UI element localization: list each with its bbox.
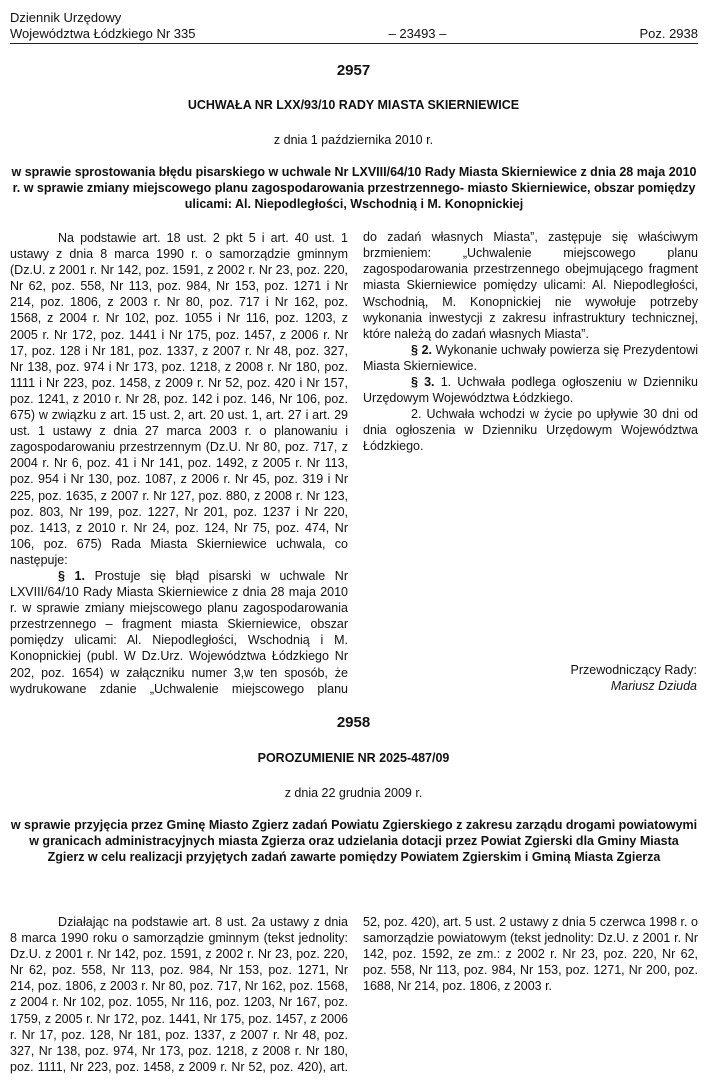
doc1-section-3-p2: 2. Uchwała wchodzi w życie po upływie 30 dni od dnia ogłoszenia w Dzienniku Urzędowym Województwa Łódzkiego. [363,407,698,454]
section-1-text: Prostuje się błąd pisarski w uchwale Nr LXVIII/64/10 Rady Miasta Skierniewice z dnia 28 maja 2010 r. w sprawie zmiany miejscowego planu zagospodarowania przestrzennego – fragment miasta Skierniewice, obszar pomiędzy ulicami: Al. Niepodległości, Wschodnią i M. Konopnickiej (publ. W Dz.Urz. Województwa Łódzkiego Nr 202, poz. 1654) w załączniku numer 3,w ten sposób, że wydrukowane zdanie „Uchwalenie miejscowego planu [10,568,348,696]
doc1-title: UCHWAŁA NR LXX/93/10 RADY MIASTA SKIERNIEWICE [187,98,520,112]
doc1-section-1 [10,568,348,696]
doc2-date: z dnia 22 grudnia 2009 r. [284,786,423,800]
journal-header-row [10,26,698,41]
signer-role: Przewodniczący Rady: [570,663,697,677]
doc2-right-column-flow [363,914,698,994]
doc1-number: 2957 [336,62,371,79]
section-3-text: 1. Uchwała podlega ogłoszeniu w Dzienniku Urzędowym Województwa Łódzkiego. [363,374,698,406]
journal-name: Dziennik Urzędowy [10,10,122,25]
signer-name: Mariusz Dziuda [610,679,697,693]
doc1-subject: w sprawie sprostowania błędu pisarskiego w uchwale Nr LXVIII/64/10 Rady Miasta Skierniewice z dnia 28 maja 2010 r. w sprawie zmiany miejscowego planu zagospodarowania przestrzennego- miasto Skierniewice, obszar pomiędzy ulicami: Al. Niepodległości, Wschodnią i M. Konopnickiej [11,165,697,211]
doc1-right-column-flow [363,230,698,454]
page-number: – 23493 – [388,26,447,41]
header-divider [10,43,698,44]
doc1-section-2 [363,342,698,374]
section-2-text: Wykonanie uchwały powierza się Prezydentowi Miasta Skierniewice. [363,342,698,373]
section-3-label: § 3. [411,374,435,389]
doc2-number: 2958 [336,714,371,731]
section-2-label: § 2. [411,342,432,357]
doc2-body-continued: 52, poz. 420), art. 5 ust. 2 ustawy z dnia 5 czerwca 1998 r. o samorządzie powiatowym (tekst jednolity: Dz.U. z 2001 r. Nr 142, poz. 1592, ze zm.: z 2002 r. Nr 23, poz. 220, Nr 62, poz. 558, Nr 113, poz. 984, Nr 153, poz. 1271, Nr 200, poz. 1688, Nr 214, poz. 1806, z 2003 r. [363,914,698,994]
position-number: Poz. 2938 [639,26,698,41]
section-1-label: § 1. [58,568,85,583]
doc2-body: Działając na podstawie art. 8 ust. 2a ustawy z dnia 8 marca 1990 roku o samorządzie gminnym (tekst jednolity: Dz.U. z 2001 r. Nr 142, poz. 1591, z 2002 r. Nr 23, poz. 220, Nr 62, poz. 558, Nr 113, poz. 984, Nr 153, poz. 1271, Nr 214, poz. 1806, z 2003 r. Nr 80, poz. 717, Nr 162, poz. 1568, z 2004 r. Nr 102, poz. 1055, Nr 116, poz. 1203, Nr 167, poz. 1759, z 2005 r. Nr 172, poz. 1441, Nr 175, poz. 1457, z 2006 r. Nr 17, poz. 128, Nr 181, poz. 1337, z 2007 r. Nr 48, poz. 327, Nr 138, poz. 974, Nr 173, poz. 1218, z 2008 r. Nr 180, poz. 1111, Nr 223, poz. 1458, z 2009 r. Nr 52, poz. 420), art. [10,915,348,1074]
journal-issue: Województwa Łódzkiego Nr 335 [10,26,196,41]
section-1-text-cont: do zadań własnych Miasta”, zastępuje się właściwym brzmieniem: „Uchwalenie miejscowego planu zagospodarowania przestrzennego obejmującego fragment miasta Skierniewice pomiędzy ulicami: Al. Niepodległości, Wschodnią, M. Konopnickiej nie wywołuje potrzeby wykonania inwestycji z zakresu infrastruktury technicznej, które należą do zadań własnych Miasta”. [363,230,698,341]
doc1-date: z dnia 1 października 2010 r. [273,133,434,147]
doc1-section-3 [363,374,698,406]
doc2-right-column [363,914,698,1077]
doc1-signature [571,662,697,694]
doc2-subject: w sprawie przyjęcia przez Gminę Miasto Zgierz zadań Powiatu Zgierskiego z zakresu zarządu drogami powiatowymi w granicach administracyjnych miasta Zgierza oraz udzielania dotacji przez Powiat Zgierski dla Gminy Miasta Zgierz w celu realizacji przyjętych zadań zawarte pomiędzy Powiatem Zgierskim i Gminą Miasta Zgierza [10,818,698,864]
doc1-section-1-continued [363,230,698,342]
doc1-left-column [10,230,348,696]
doc2-left-column [10,914,348,1077]
doc1-right-column [363,230,698,696]
doc2-title: POROZUMIENIE NR 2025-487/09 [257,751,450,765]
doc1-preamble: Na podstawie art. 18 ust. 2 pkt 5 i art. 40 ust. 1 ustawy z dnia 8 marca 1990 r. o samorządzie gminnym (Dz.U. z 2001 r. Nr 142, poz. 1591, z 2002 r. Nr 23, poz. 220, Nr 62, poz. 558, Nr 113, poz. 984, Nr 153, poz. 1271 i Nr 214, poz. 1806, z 2003 r. Nr 80, poz. 717 i Nr 162, poz. 1568, z 2004 r. Nr 102, poz. 1055 i Nr 116, poz. 1203, z 2005 r. Nr 172, poz. 1441 i Nr 175, poz. 1457, z 2006 r. Nr 17, poz. 128 i Nr 181, poz. 1337, z 2007 r. Nr 48, poz. 327, Nr 138, poz. 974 i Nr 173, poz. 1218, z 2008 r. Nr 180, poz. 1111 i Nr 223, poz. 1458, z 2009 r. Nr 52, poz. 420 i Nr 157, poz. 1241, z 2010 r. Nr 28, poz. 142 i poz. 146, Nr 106, poz. 675) w związku z art. 15 ust. 2, art. 20 ust. 1, art. 27 i art. 29 ust. 1 ustawy z dnia 27 marca 2003 r. o planowaniu i zagospodarowaniu przestrzennym (Dz.U. Nr 80, poz. 717, z 2004 r. Nr 6, poz. 41 i Nr 141, poz. 1492, z 2005 r. Nr 113, poz. 954 i Nr 130, poz. 1087, z 2006 r. Nr 45, poz. 319 i Nr 225, poz. 1635, z 2007 r. Nr 127, poz. 880, z 2008 r. Nr 123, poz. 803, Nr 199, poz. 1227, Nr 201, poz. 1237 i Nr 220, poz. 1413, z 2010 r. Nr 24, poz. 124, Nr 75, poz. 474, Nr 106, poz. 675) Rada Miasta Skierniewice uchwala, co następuje: [10,231,348,567]
